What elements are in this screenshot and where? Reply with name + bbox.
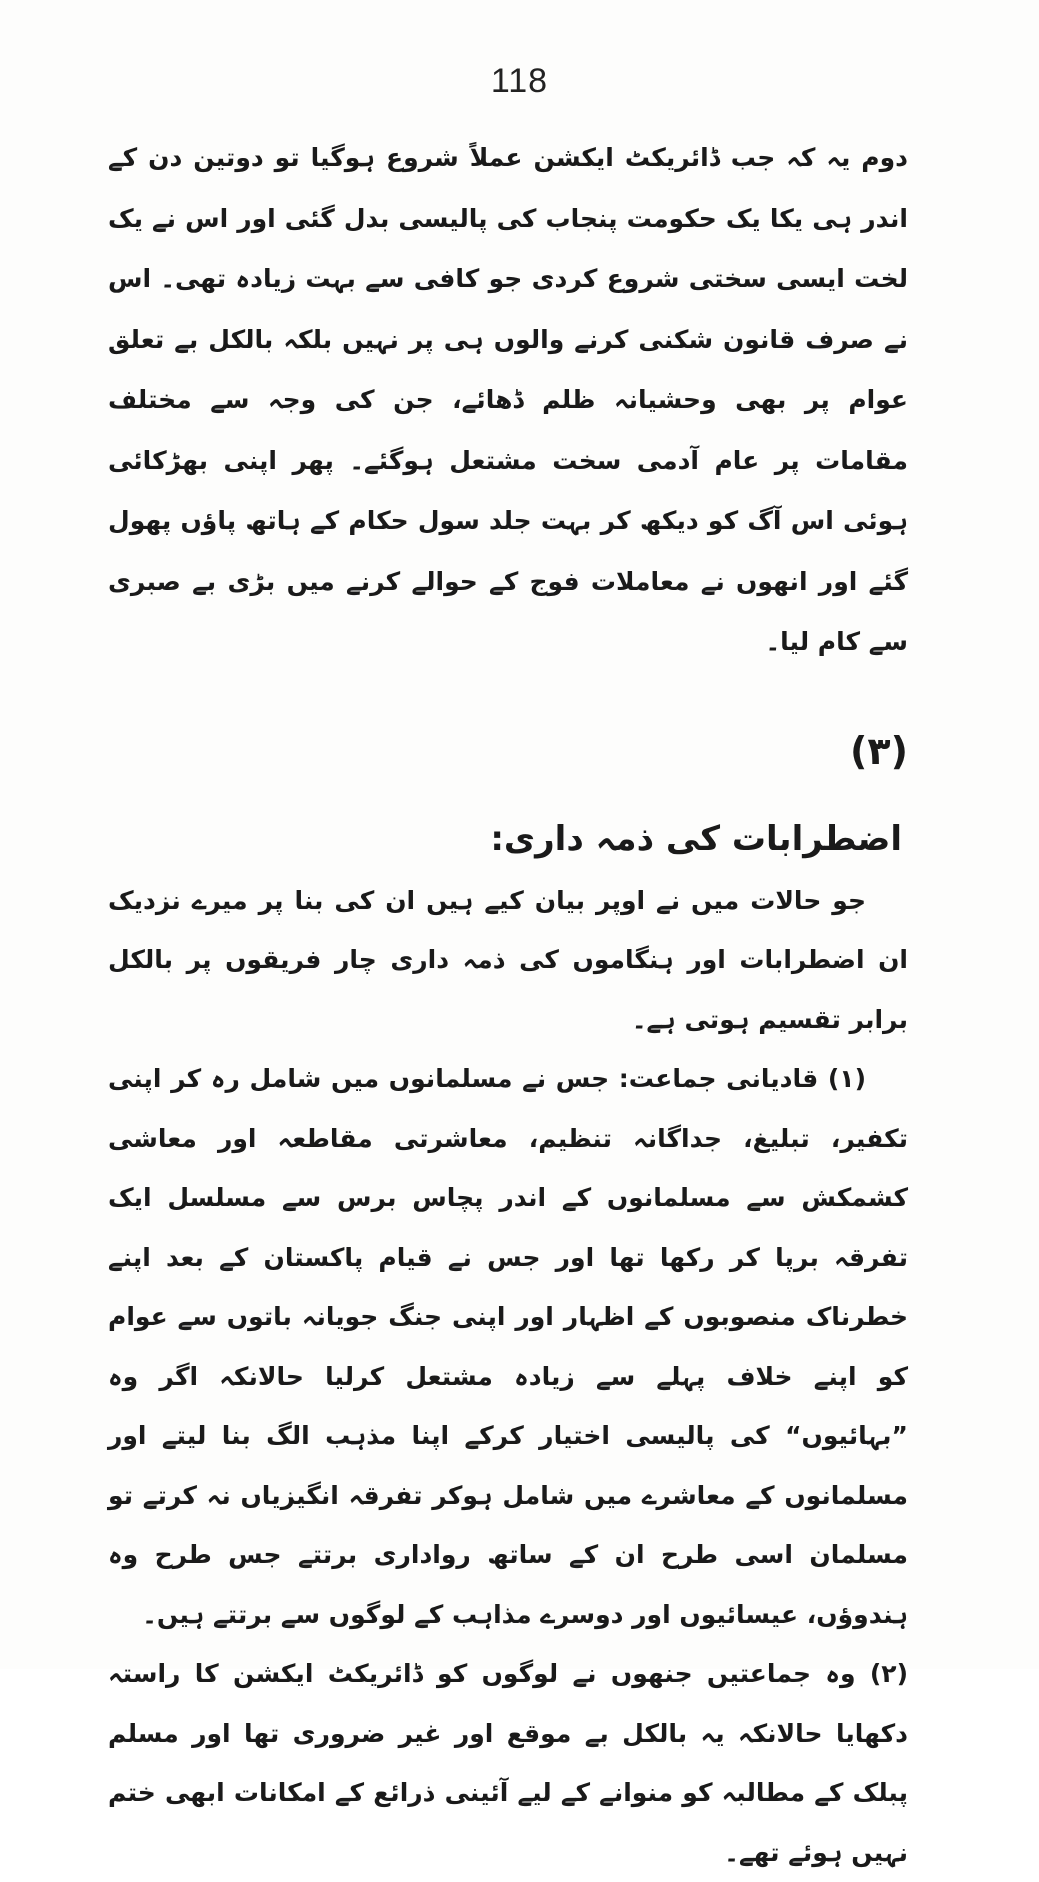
paragraph-1 [108,128,908,673]
paragraph-4-text: (۲) وہ جماعتیں جنھوں نے لوگوں کو ڈائریکٹ ایکشن کا راستہ دکھایا حالانکہ یہ بالکل بے موقع اور غیر ضروری تھا اور مسلم پبلک کے مطالبہ کو منوانے کے لیے آئینی ذرائع کے امکانات ابھی ختم نہیں ہوئے تھے۔ [108,1659,908,1867]
section-heading: اضطرابات کی ذمہ داری: [490,818,902,859]
page-number: 118 [490,62,549,100]
paragraph-1-text: دوم یہ کہ جب ڈائریکٹ ایکشن عملاً شروع ہوگیا تو دوتین دن کے اندر ہی یکا یک حکومت پنجاب کی پالیسی بدل گئی اور اس نے یک لخت ایسی سختی شروع کردی جو کافی سے بہت زیادہ تھی۔ اس نے صرف قانون شکنی کرنے والوں ہی پر نہیں بلکہ بالکل بے تعلق عوام پر بھی وحشیانہ ظلم ڈھائے، جن کی وجہ سے مختلف مقامات پر عام آدمی سخت مشتعل ہوگئے۔ پھر اپنی بھڑکائی ہوئی اس آگ کو دیکھ کر بہت جلد سول حکام کے ہاتھ پاؤں پھول گئے اور انھوں نے معاملات فوج کے حوالے کرنے میں بڑی بے صبری سے کام لیا۔ [108,143,908,656]
section-number: (۳) [850,728,908,773]
page-body [108,128,908,1882]
paragraph-2-text: جو حالات میں نے اوپر بیان کیے ہیں ان کی بنا پر میرے نزدیک ان اضطرابات اور ہنگاموں کی ذمہ داری چار فریقوں پر بالکل برابر تقسیم ہوتی ہے۔ [108,885,908,1034]
paragraph-4 [108,1644,908,1882]
paragraph-3 [108,1049,908,1644]
paragraph-2 [108,871,908,1050]
paragraph-3-text: (۱) قادیانی جماعت: جس نے مسلمانوں میں شامل رہ کر اپنی تکفیر، تبلیغ، جداگانہ تنظیم، معاشرتی مقاطعہ اور معاشی کشمکش سے مسلمانوں کے اندر پچاس برس سے مسلسل ایک تفرقہ برپا کر رکھا تھا اور جس نے قیام پاکستان کے بعد اپنے خطرناک منصوبوں کے اظہار اور اپنی جنگ جویانہ باتوں سے عوام کو اپنے خلاف پہلے سے زیادہ مشتعل کرلیا حالانکہ اگر وہ ”بہائیوں“ کی پالیسی اختیار کرکے اپنا مذہب الگ بنا لیتے اور مسلمانوں کے معاشرے میں شامل ہوکر تفرقہ انگیزیاں نہ کرتے تو مسلمان اسی طرح ان کے ساتھ رواداری برتتے جس طرح وہ ہندوؤں، عیسائیوں اور دوسرے مذاہب کے لوگوں سے برتتے ہیں۔ [108,1064,908,1629]
